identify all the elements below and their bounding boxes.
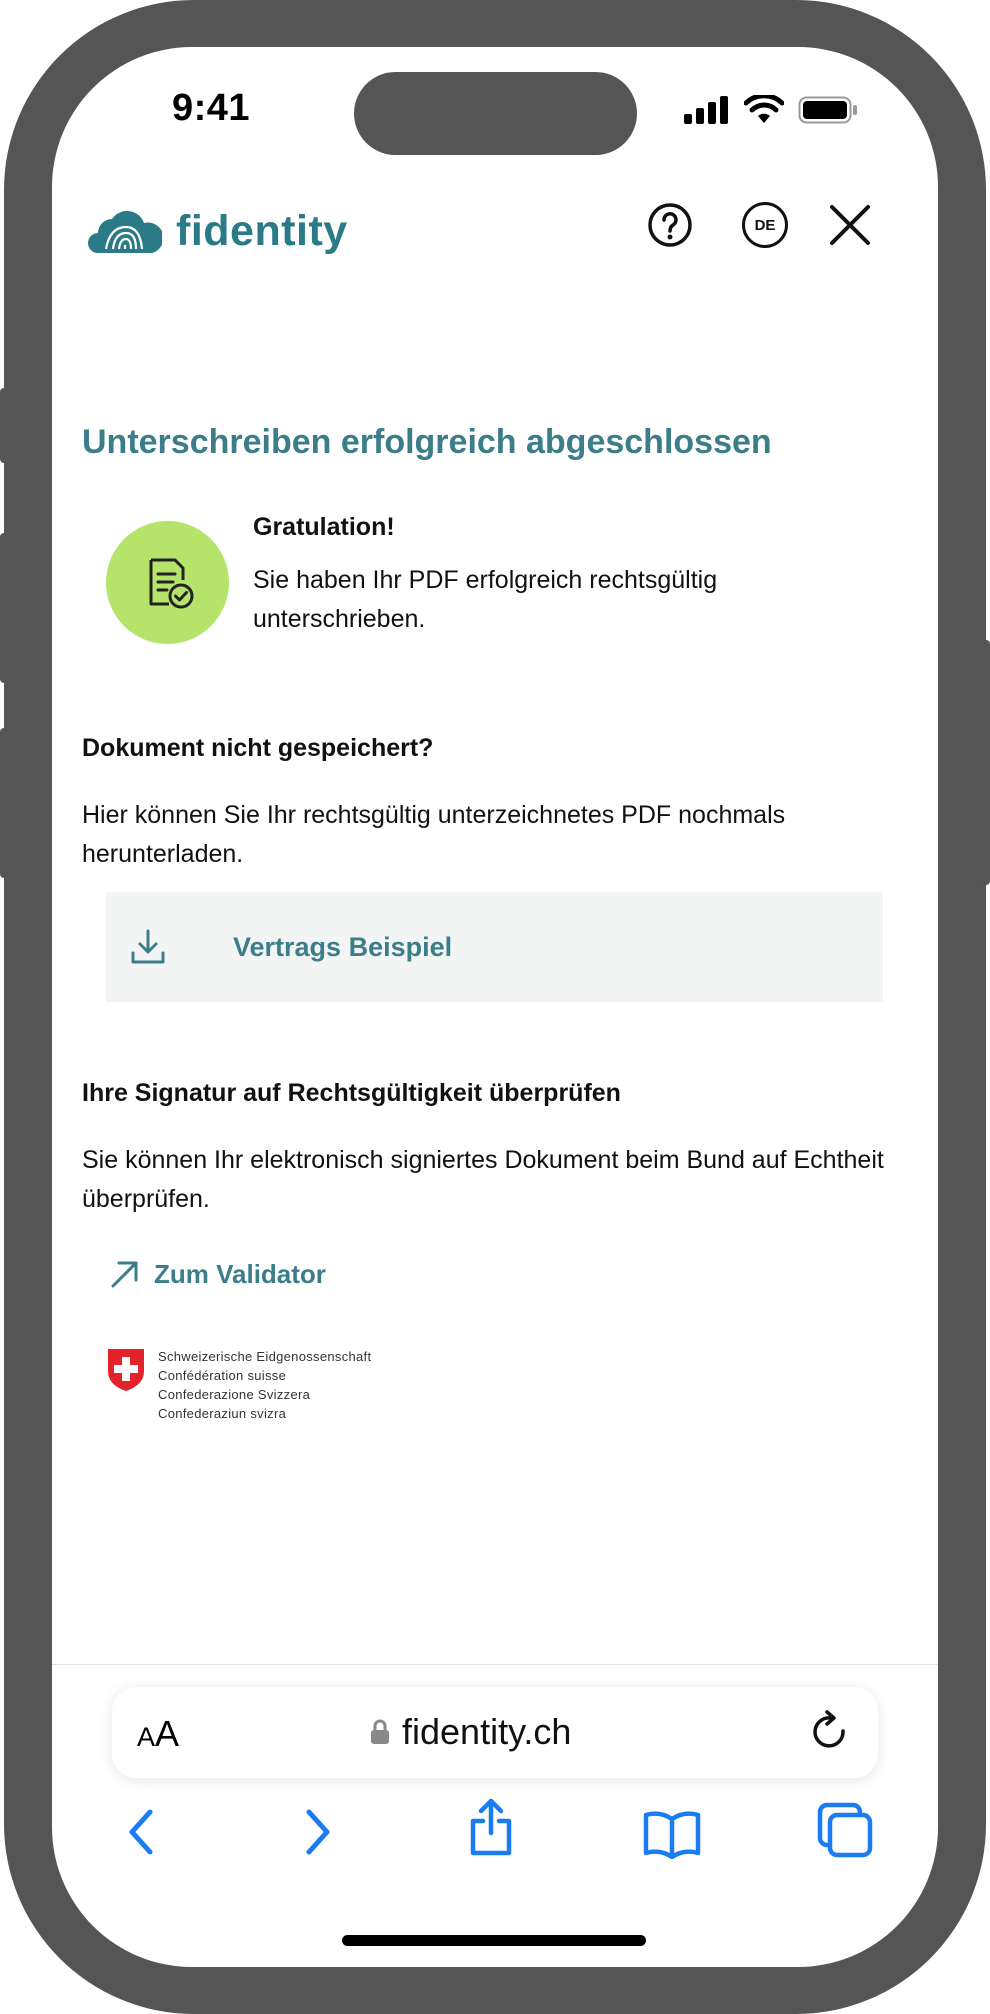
browser-divider [52, 1664, 938, 1665]
bookmarks-icon[interactable] [642, 1809, 702, 1859]
document-check-icon [137, 552, 199, 614]
download-document-button[interactable] [106, 892, 883, 1002]
fingerprint-cloud-icon [88, 209, 162, 255]
home-indicator [342, 1935, 646, 1946]
power-button [980, 640, 990, 885]
validator-link[interactable] [108, 1257, 326, 1291]
action-button [0, 388, 10, 463]
download-file-label: Vertrags Beispiel [233, 931, 453, 962]
validator-label: Zum Validator [154, 1258, 326, 1289]
tabs-icon[interactable] [817, 1802, 873, 1858]
language-label: DE [754, 216, 776, 234]
url-bar[interactable] [112, 1687, 878, 1778]
success-text: Sie haben Ihr PDF erfolgreich rechtsgültig unterschrieben. [253, 566, 718, 633]
wifi-icon [744, 95, 784, 125]
volume-down-button [0, 728, 10, 878]
language-button[interactable] [737, 197, 793, 253]
url-display[interactable] [370, 1711, 571, 1753]
battery-icon [798, 96, 858, 124]
app-header [52, 197, 938, 287]
share-icon[interactable] [466, 1797, 516, 1857]
text-size-button[interactable]: AA [137, 1713, 180, 1754]
close-icon [829, 204, 871, 246]
cellular-signal-icon [684, 96, 730, 124]
help-icon [647, 202, 693, 248]
logo-text: fidentity [176, 207, 348, 255]
page-title: Unterschreiben erfolgreich abgeschlossen [82, 423, 772, 461]
success-badge [106, 521, 229, 644]
screen [52, 47, 938, 1967]
url-text: fidentity.ch [402, 1711, 572, 1752]
swiss-confederation-logo [106, 1347, 371, 1423]
forward-icon[interactable] [297, 1807, 337, 1857]
help-button[interactable] [642, 197, 698, 253]
download-text: Hier können Sie Ihr rechtsgültig unterzeichnetes PDF nochmals herunterladen. [82, 801, 786, 868]
swiss-line-it: Confederazione Svizzera [158, 1387, 311, 1402]
reload-icon[interactable] [810, 1709, 852, 1755]
volume-up-button [0, 533, 10, 683]
swiss-line-rm: Confederaziun svizra [158, 1406, 287, 1421]
status-icons [684, 95, 858, 125]
dynamic-island [354, 72, 637, 155]
external-link-icon [108, 1257, 142, 1291]
swiss-line-de: Schweizerische Eidgenossenschaft [158, 1349, 372, 1364]
success-heading: Gratulation! [253, 513, 395, 541]
language-icon [742, 202, 788, 248]
lock-icon [370, 1719, 390, 1745]
download-heading: Dokument nicht gespeichert? [82, 734, 434, 762]
validate-heading: Ihre Signatur auf Rechtsgültigkeit überprüfen [82, 1079, 621, 1107]
validate-text: Sie können Ihr elektronisch signiertes Dokument beim Bund auf Echtheit überprüfen. [82, 1146, 884, 1213]
close-button[interactable] [822, 197, 878, 253]
back-icon[interactable] [122, 1807, 162, 1857]
fidentity-logo[interactable] [88, 207, 348, 256]
download-icon [128, 927, 168, 967]
status-time: 9:41 [172, 87, 251, 129]
swiss-line-fr: Confédération suisse [158, 1368, 287, 1383]
swiss-flag-icon [106, 1347, 146, 1393]
